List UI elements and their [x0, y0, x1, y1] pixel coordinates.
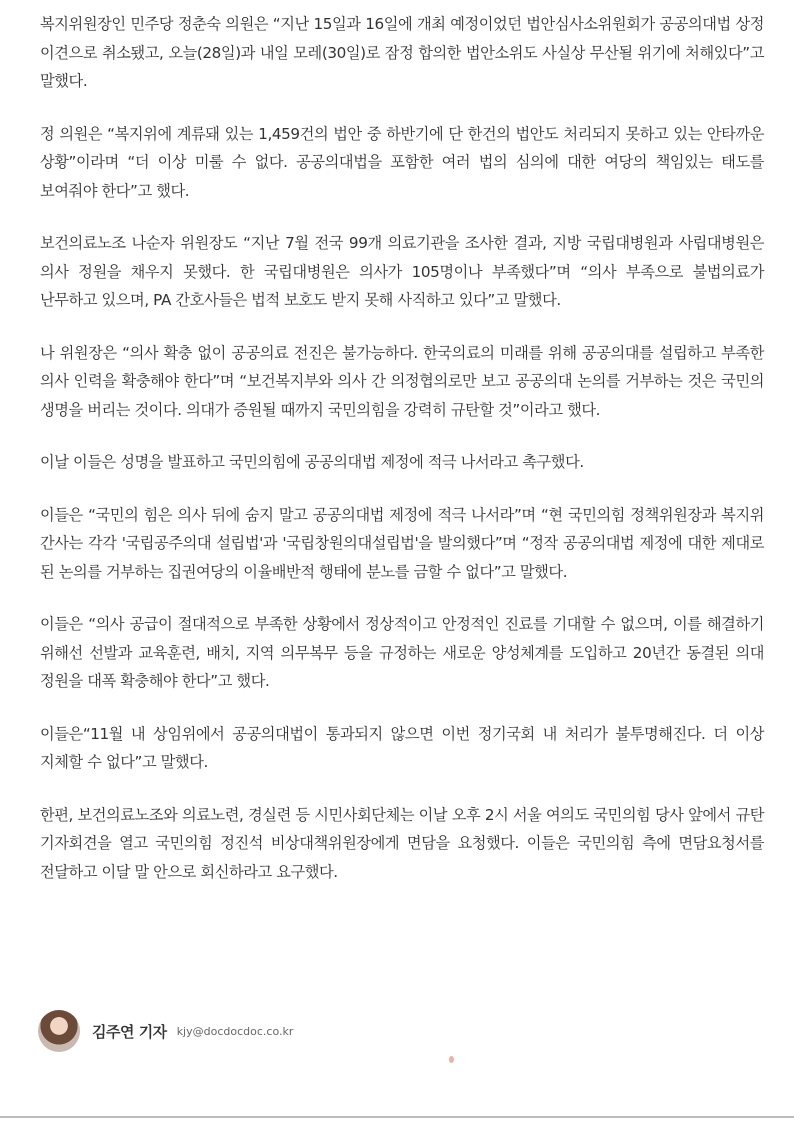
paragraph: 이날 이들은 성명을 발표하고 국민의힘에 공공의대법 제정에 적극 나서라고 촉구했다. [40, 453, 584, 471]
paragraph: 정 의원은 “복지위에 계류돼 있는 1,459건의 법안 중 하반기에 단 한건의 법안도 처리되지 못하고 있는 안타까운 상황”이라며 “더 이상 미룰 수 없다. 공공의대법을 포함한 여러 법의 심의에 대한 여당의 책임있는 태도를 보여줘야 한다”고 했다. [40, 124, 764, 200]
paragraph: 복지위원장인 민주당 정춘숙 의원은 “지난 15일과 16일에 개최 예정이었던 법안심사소위원회가 공공의대법 상정 이견으로 취소됐고, 오늘(28일)과 내일 모레(30일)로 잠정 합의한 법안소위도 사실상 무산될 위기에 처해있다”고 말했다. [40, 15, 764, 90]
article-body [40, 10, 764, 910]
paragraph: 보건의료노조 나순자 위원장도 “지난 7월 전국 99개 의료기관을 조사한 결과, 지방 국립대병원과 사립대병원은 의사 정원을 채우지 못했다. 한 국립대병원은 의사가 105명이나 부족했다”며 “의사 부족으로 불법의료가 난무하고 있으며, PA 간호사들은 법적 보호도 받지 못해 사직하고 있다”고 말했다. [40, 234, 764, 309]
paragraph: 이들은 “의사 공급이 절대적으로 부족한 상황에서 정상적이고 안정적인 진료를 기대할 수 없으며, 이를 해결하기 위해선 선발과 교육훈련, 배치, 지역 의무복무 등을 규정하는 새로운 양성체계를 도입하고 20년간 동결된 의대 정원을 대폭 확충해야 한다”고 했다. [40, 615, 764, 690]
paragraph: 이들은“11월 내 상임위에서 공공의대법이 통과되지 않으면 이번 정기국회 내 처리가 불투명해진다. 더 이상 지체할 수 없다”고 말했다. [40, 724, 764, 771]
paragraph: 한편, 보건의료노조와 의료노련, 경실련 등 시민사회단체는 이날 오후 2시 서울 여의도 국민의힘 당사 앞에서 규탄 기자회견을 열고 국민의힘 정진석 비상대책위원장에게 면담을 요청했다. 이들은 국민의힘 측에 면담요청서를 전달하고 이달 말 안으로 회신하라고 요구했다. [40, 805, 764, 881]
reporter-email[interactable]: kjy@docdocdoc.co.kr [176, 1024, 294, 1038]
page-bottom-divider [0, 1116, 794, 1118]
byline [38, 1010, 293, 1052]
avatar [38, 1010, 80, 1052]
reporter-name: 김주연 기자 [92, 1022, 167, 1041]
scan-mark [449, 1056, 454, 1063]
paragraph: 나 위원장은 “의사 확충 없이 공공의료 전진은 불가능하다. 한국의료의 미래를 위해 공공의대를 설립하고 부족한 의사 인력을 확충해야 한다”며 “보건복지부와 의사 간 의정협의로만 보고 공공의대 논의를 거부하는 것은 국민의 생명을 버리는 것이다. 의대가 증원될 때까지 국민의힘을 강력히 규탄할 것”이라고 했다. [40, 343, 764, 419]
paragraph: 이들은 “국민의 힘은 의사 뒤에 숨지 말고 공공의대법 제정에 적극 나서라”며 “현 국민의힘 정책위원장과 복지위 간사는 각각 '국립공주의대 설립법'과 '국립창원의대설립법'을 발의했다”며 “정작 공공의대법 제정에 대한 제대로 된 논의를 거부하는 집권여당의 이율배반적 행태에 분노를 금할 수 없다”고 말했다. [40, 505, 764, 581]
